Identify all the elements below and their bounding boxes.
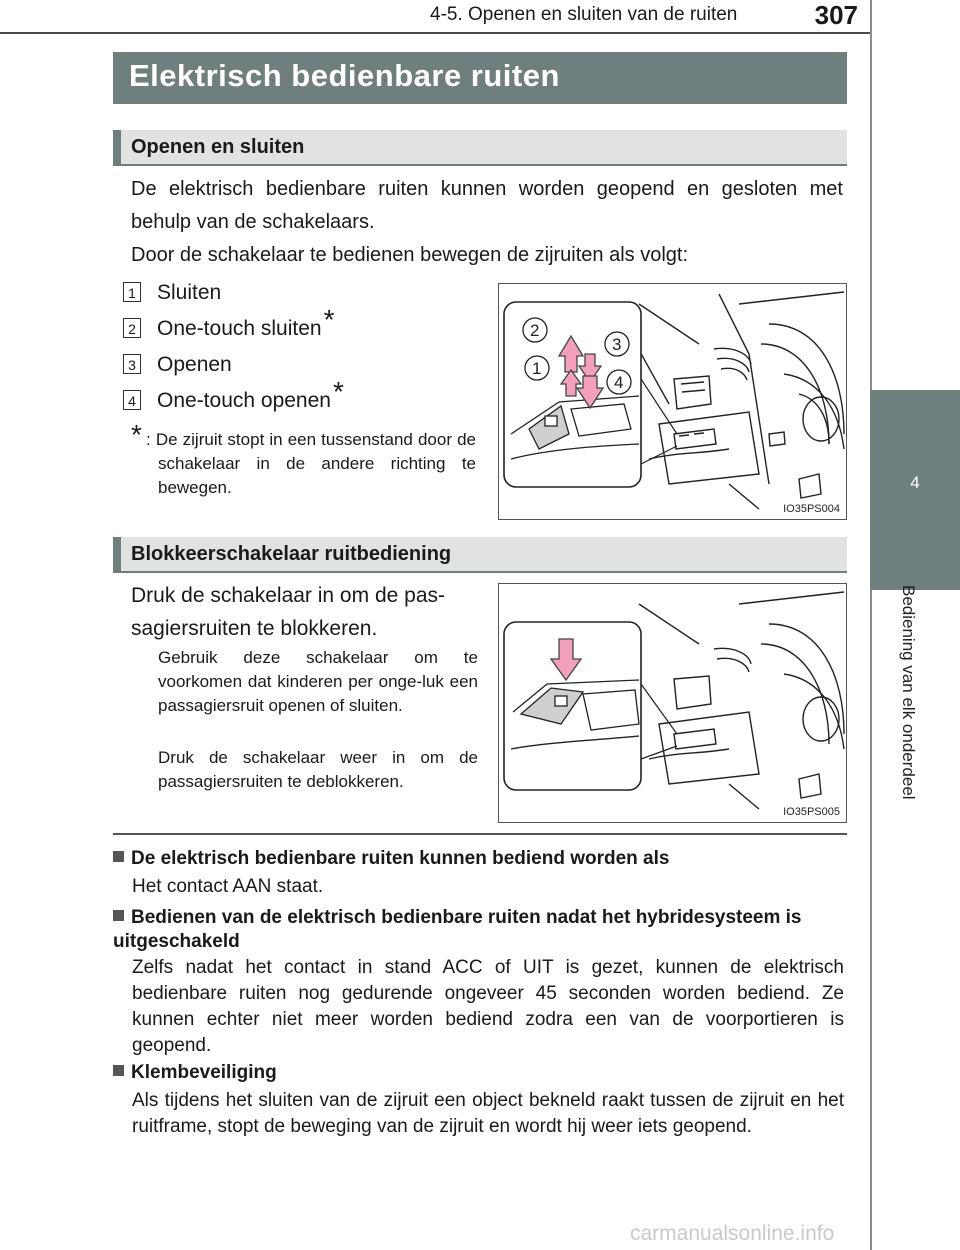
- square-bullet-icon: [113, 1065, 124, 1076]
- watermark: carmanualsonline.info: [630, 1222, 835, 1245]
- footnote-star: *: [332, 376, 344, 407]
- header-rule: [0, 32, 870, 34]
- running-header-section: 4-5. Openen en sluiten van de ruiten: [430, 4, 738, 25]
- svg-text:4: 4: [614, 373, 624, 392]
- item-number-badge: 1: [123, 282, 141, 302]
- lock-switch-illustration: [499, 584, 847, 823]
- chapter-number: 4: [910, 473, 920, 492]
- square-bullet-icon: [113, 910, 124, 921]
- note-heading-text: Bedienen van de elektrisch bedienbare ruiten nadat het hybridesysteem is uitgeschakeld: [113, 907, 802, 952]
- note-body: Zelfs nadat het contact in stand ACC of UIT is gezet, kunnen de elektrisch bedienbare ruiten nog gedurende ongeveer 45 seconden worden bediend. Ze kunnen echter niet meer worden bediend zodra een van de voorportieren is geopend.: [132, 957, 844, 1056]
- list-item-label: Sluiten: [157, 281, 222, 304]
- section-heading-label: Blokkeerschakelaar ruitbediening: [131, 543, 452, 565]
- note-body: Het contact AAN staat.: [132, 876, 324, 897]
- list-item-label: One-touch sluiten: [157, 317, 322, 340]
- notes-divider: [113, 833, 847, 835]
- note-heading: [113, 906, 847, 954]
- item-number-badge: 3: [123, 354, 141, 374]
- section-heading-lock-switch: [113, 537, 847, 571]
- heading-marker: [113, 537, 121, 571]
- window-switch-illustration: [499, 284, 847, 520]
- list-item: [123, 376, 463, 413]
- svg-text:1: 1: [532, 359, 542, 378]
- list-item: [123, 353, 463, 377]
- footnote-mark: *: [131, 419, 142, 450]
- list-item: [123, 281, 463, 305]
- lock-note: Gebruik deze schakelaar om te voorkomen dat kinderen per onge-luk een passagiersruit openen of sluiten.: [158, 648, 478, 715]
- list-item: [123, 304, 463, 341]
- svg-text:3: 3: [612, 335, 622, 354]
- note-heading: [113, 1062, 847, 1084]
- chapter-tab: [870, 390, 960, 590]
- intro-paragraph-2: Door de schakelaar te bedienen bewegen de zijruiten als volgt:: [131, 244, 689, 266]
- page-number: 307: [814, 0, 858, 30]
- heading-underline: [113, 164, 847, 166]
- footnote-text: : De zijruit stopt in een tussenstand door de schakelaar in de andere richting te bewegen.: [146, 430, 476, 497]
- chapter-title: Bediening van elk onderdeel: [899, 585, 918, 800]
- unlock-note: Druk de schakelaar weer in om de passagiersruiten te deblokkeren.: [158, 748, 478, 791]
- item-number-badge: 4: [123, 390, 141, 410]
- list-item-label: One-touch openen: [157, 389, 331, 412]
- section-heading-label: Openen en sluiten: [131, 136, 305, 158]
- window-switch-figure: [498, 283, 847, 520]
- lock-switch-figure: [498, 583, 847, 823]
- section-heading-open-close: [113, 130, 847, 164]
- item-number-badge: 2: [123, 318, 141, 338]
- list-item-label: Openen: [157, 353, 232, 376]
- lock-instruction: Druk de schakelaar in om de pas-sagiersruiten te blokkeren.: [131, 584, 445, 640]
- square-bullet-icon: [113, 851, 124, 862]
- chapter-tab-top: [870, 0, 960, 390]
- page-title: Elektrisch bedienbare ruiten: [129, 58, 560, 93]
- note-body: Als tijdens het sluiten van de zijruit een object bekneld raakt tussen de zijruit en het ruitframe, stopt de beweging van de zijruit en wordt hij weer iets geopend.: [132, 1090, 844, 1137]
- note-heading-text: Klembeveiliging: [131, 1062, 277, 1083]
- footnote-star: *: [323, 304, 335, 335]
- note-heading: [113, 848, 847, 870]
- svg-text:2: 2: [530, 321, 540, 340]
- figure-code: IO35PS005: [783, 806, 840, 818]
- heading-marker: [113, 130, 121, 164]
- heading-underline: [113, 571, 847, 573]
- figure-code: IO35PS004: [783, 503, 840, 515]
- note-heading-text: De elektrisch bedienbare ruiten kunnen bediend worden als: [131, 848, 670, 869]
- intro-paragraph: De elektrisch bedienbare ruiten kunnen worden geopend en gesloten met behulp van de schakelaars.: [131, 178, 843, 233]
- main-title-bar: [113, 52, 847, 104]
